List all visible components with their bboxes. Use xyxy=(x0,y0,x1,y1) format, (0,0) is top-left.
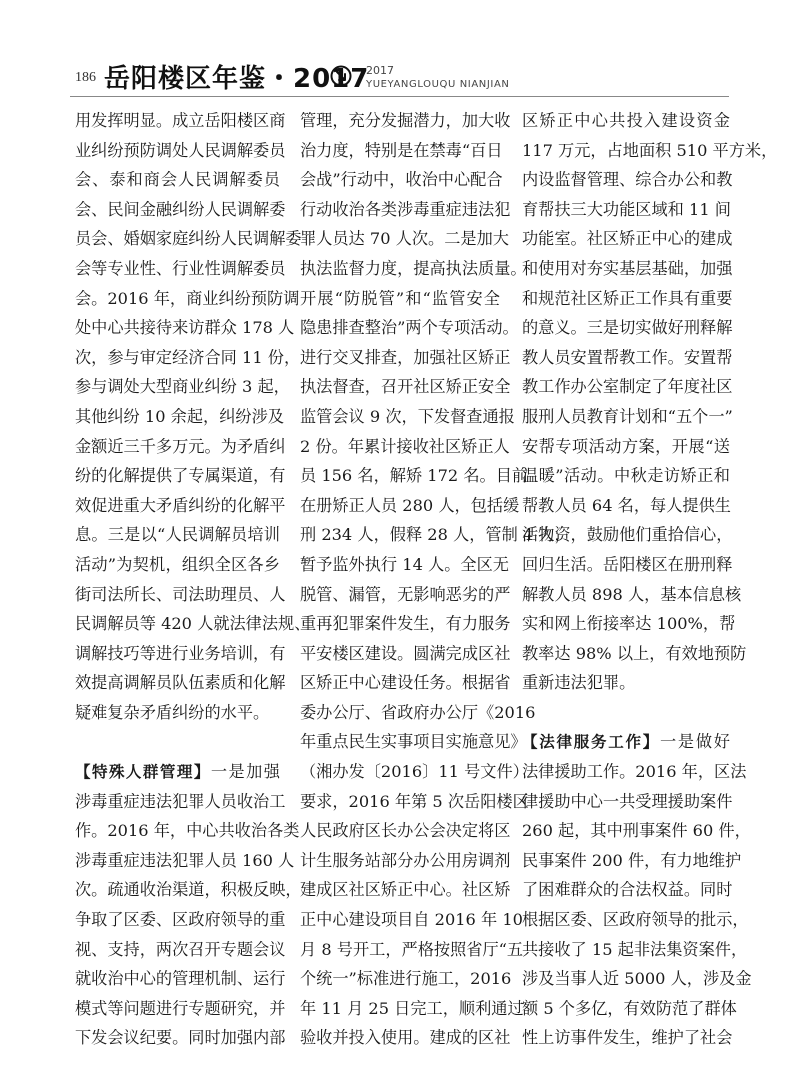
text-line: 解教人员 898 人，基本信息核 xyxy=(522,584,742,604)
text-line: 服刑人员教育计划和“五个一” xyxy=(522,406,733,426)
text-line: 安帮专项活动方案，开展“送 xyxy=(522,436,730,456)
text-line: 260 起，其中刑事案件 60 件， xyxy=(522,821,751,841)
section-line xyxy=(522,727,730,757)
text-line: 法律援助工作。2016 年，区法 xyxy=(522,762,747,782)
text-line: 参与调处大型商业纠纷 3 起， xyxy=(75,377,290,397)
text-line: 脱管、漏管，无影响恶劣的严 xyxy=(300,584,511,604)
text-line: 管理，充分发掘潜力，加大收 xyxy=(300,111,511,130)
text-line: 作。2016 年，中心共收治各类 xyxy=(75,821,300,841)
text-line: 教率达 98% 以上，有效地预防 xyxy=(522,643,747,663)
text-line: 教人员安置帮教工作。安置帮 xyxy=(522,347,733,367)
text-line: 调解技巧等进行业务培训，有 xyxy=(75,643,286,663)
text-line: 刑 234 人，假释 28 人，管制 4 人， xyxy=(300,525,571,545)
text-line: 月 8 号开工，严格按照省厅“五 xyxy=(300,939,524,959)
text-line: 纷的化解提供了专属渠道，有 xyxy=(75,466,286,486)
text-line: 隐患排查整治”两个专项活动。 xyxy=(300,318,519,338)
text-line: 验收并投入使用。建成的区社 xyxy=(300,1028,511,1048)
section-line xyxy=(75,757,280,787)
text-line: 帮教人员 64 名，每人提供生 xyxy=(522,495,731,515)
text-line: 其他纠纷 10 余起，纠纷涉及 xyxy=(75,406,284,426)
text-line: 业纠纷预防调处人民调解委员 xyxy=(75,140,286,160)
circle-arrow-down-right-icon xyxy=(330,65,352,87)
text-line: 在册矫正人员 280 人，包括缓 xyxy=(300,495,520,515)
text-column-2 xyxy=(300,106,571,1053)
text-line: 用发挥明显。成立岳阳楼区商 xyxy=(75,111,286,130)
text-line: 就收治中心的管理机制、运行 xyxy=(75,969,286,989)
text-line: 会、泰和商会人民调解委员 xyxy=(75,170,280,190)
text-line: 人民政府区长办公会决定将区 xyxy=(300,821,511,841)
text-line: 涉毒重症违法犯罪人员 160 人 xyxy=(75,850,295,870)
text-line: 民事案件 200 件，有力地维护 xyxy=(522,850,742,870)
paragraph-gap xyxy=(75,727,280,757)
text-line: 执法督查，召开社区矫正安全 xyxy=(300,377,511,397)
text-line: 进行交叉排查，加强社区矫正 xyxy=(300,347,511,367)
text-line: 涉毒重症违法犯罪人员收治工 xyxy=(75,791,286,811)
text-line: 监管会议 9 次，下发督查通报 xyxy=(300,406,515,426)
text-line: 区矫正中心共投入建设资金 xyxy=(522,111,730,130)
text-line: 处中心共接待来访群众 178 人 xyxy=(75,318,295,338)
text-line: 模式等问题进行专题研究，并 xyxy=(75,998,286,1018)
text-line: 实和网上衔接率达 100%，帮 xyxy=(522,614,736,634)
text-line: 性上访事件发生，维护了社会 xyxy=(522,1028,733,1048)
text-line: 金额近三千多万元。为矛盾纠 xyxy=(75,436,286,456)
section-title-legal-services: 【法律服务工作】 xyxy=(522,733,660,752)
text-line: 民调解员等 420 人就法律法规、 xyxy=(75,614,311,634)
text-line: 暂予监外执行 14 人。全区无 xyxy=(300,554,509,574)
paragraph-gap xyxy=(522,698,730,728)
text-line: 区矫正中心建设任务。根据省 xyxy=(300,673,511,693)
text-line: 重新违法犯罪。 xyxy=(522,673,636,693)
text-line: 2 份。年累计接收社区矫正人 xyxy=(300,436,510,456)
text-line: 回归生活。岳阳楼区在册刑释 xyxy=(522,554,733,574)
text-line: 额 5 个多亿，有效防范了群体 xyxy=(522,998,737,1018)
text-line: 会等专业性、行业性调解委员 xyxy=(75,258,286,278)
section-first-words: 一是做好 xyxy=(660,732,730,752)
text-line: 律援助中心一共受理援助案件 xyxy=(522,791,733,811)
page-header xyxy=(0,0,793,104)
text-line: 功能室。社区矫正中心的建成 xyxy=(522,229,733,249)
book-title: 岳阳楼区年鉴・2017 xyxy=(104,64,370,94)
text-line: 委办公厅、省政府办公厅《2016 xyxy=(300,702,536,722)
text-line: 的意义。三是切实做好刑释解 xyxy=(522,318,733,338)
text-line: 次，参与审定经济合同 11 份， xyxy=(75,347,301,367)
header-pinyin: YUEYANGLOUQU NIANJIAN xyxy=(366,79,510,90)
text-line: 效提高调解员队伍素质和化解 xyxy=(75,673,286,693)
text-line: 平安楼区建设。圆满完成区社 xyxy=(300,643,511,663)
text-line: （湘办发〔2016〕11 号文件） xyxy=(300,762,529,782)
text-line: 疑难复杂矛盾纠纷的水平。 xyxy=(75,702,270,722)
text-line: 执法监督力度，提高执法质量。 xyxy=(300,258,527,278)
text-line: 正中心建设项目自 2016 年 10 xyxy=(300,910,523,930)
text-line: 罪人员达 70 人次。二是加大 xyxy=(300,229,509,249)
text-line: 活动”为契机，组织全区各乡 xyxy=(75,554,280,574)
text-line: 共接收了 15 起非法集资案件， xyxy=(522,939,748,959)
text-line: 和规范社区矫正工作具有重要 xyxy=(522,288,733,308)
header-year: 2017 xyxy=(366,64,394,77)
text-line: 教工作办公室制定了年度社区 xyxy=(522,377,733,397)
text-line: 和使用对夯实基层基础，加强 xyxy=(522,258,733,278)
text-line: 重再犯罪案件发生，有力服务 xyxy=(300,614,511,634)
text-line: 开展“防脱管”和“监管安全 xyxy=(300,288,500,308)
text-line: 要求，2016 年第 5 次岳阳楼区 xyxy=(300,791,529,811)
text-line: 争取了区委、区政府领导的重 xyxy=(75,910,286,930)
text-line: 会。2016 年，商业纠纷预防调 xyxy=(75,288,300,308)
text-line: 会、民间金融纠纷人民调解委 xyxy=(75,199,286,219)
section-title-special-groups: 【特殊人群管理】 xyxy=(75,763,211,782)
text-line: 员 156 名，解矫 172 名。目前 xyxy=(300,466,529,486)
text-line: 年重点民生实事项目实施意见》 xyxy=(300,732,527,752)
text-column-1 xyxy=(75,106,311,1053)
text-line: 117 万元，占地面积 510 平方米， xyxy=(522,140,778,160)
text-line: 计生服务站部分办公用房调剂 xyxy=(300,850,511,870)
text-line: 视、支持，两次召开专题会议 xyxy=(75,939,286,959)
text-line: 息。三是以“人民调解员培训 xyxy=(75,525,280,545)
text-line: 治力度，特别是在禁毒“百日 xyxy=(300,140,503,160)
text-line: 内设监督管理、综合办公和教 xyxy=(522,170,733,190)
text-line: 效促进重大矛盾纠纷的化解平 xyxy=(75,495,286,515)
page-number: 186 xyxy=(75,70,96,85)
text-line: 会战”行动中，收治中心配合 xyxy=(300,170,503,190)
text-line: 年 11 月 25 日完工，顺利通过 xyxy=(300,998,524,1018)
text-line: 员会、婚姻家庭纠纷人民调解委 xyxy=(75,229,302,249)
text-line: 下发会议纪要。同时加强内部 xyxy=(75,1028,286,1048)
text-line: 活物资，鼓励他们重拾信心， xyxy=(522,525,733,545)
text-line: 育帮扶三大功能区域和 11 间 xyxy=(522,199,731,219)
text-line: 个统一”标准进行施工，2016 xyxy=(300,969,512,989)
text-line: 街司法所长、司法助理员、人 xyxy=(75,584,286,604)
section-first-words: 一是加强 xyxy=(210,762,280,782)
text-line: 次。疏通收治渠道，积极反映， xyxy=(75,880,302,900)
text-line: 建成区社区矫正中心。社区矫 xyxy=(300,880,511,900)
text-line: 涉及当事人近 5000 人，涉及金 xyxy=(522,969,752,989)
text-line: 根据区委、区政府领导的批示， xyxy=(522,910,749,930)
text-line: 温暖”活动。中秋走访矫正和 xyxy=(522,466,730,486)
text-column-3 xyxy=(522,106,778,1053)
text-line: 了困难群众的合法权益。同时 xyxy=(522,880,733,900)
text-line: 行动收治各类涉毒重症违法犯 xyxy=(300,199,511,219)
header-divider xyxy=(70,96,729,97)
